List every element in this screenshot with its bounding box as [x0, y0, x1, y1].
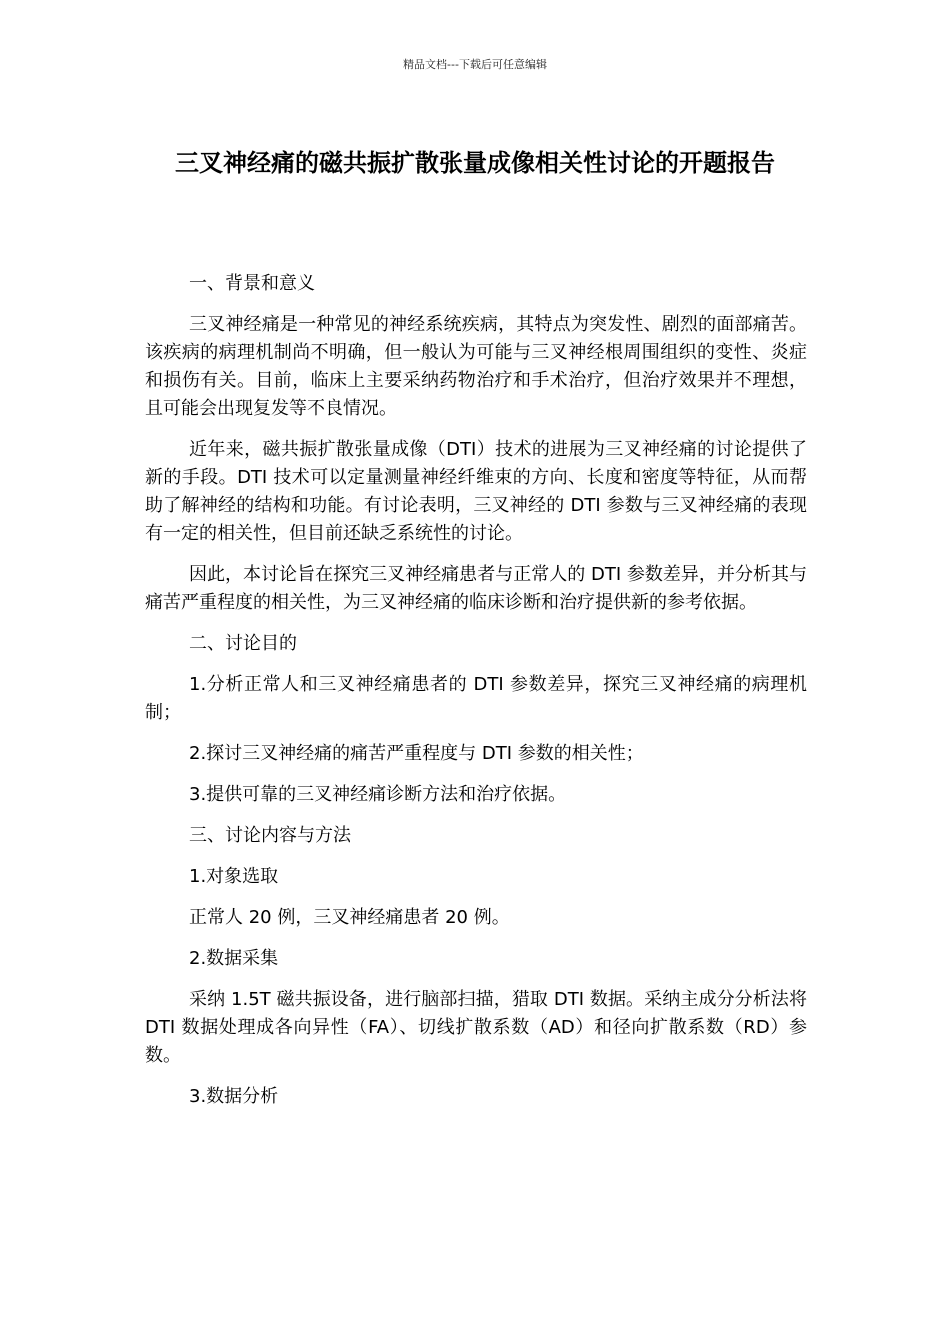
page-header-watermark: 精品文档---下载后可任意编辑	[403, 58, 547, 71]
subheading-data-collection: 2.数据采集	[189, 948, 279, 969]
paragraph-dti-progress: 近年来，磁共振扩散张量成像（DTI）技术的进展为三叉神经痛的讨论提供了新的手段。DTI 技术可以定量测量神经纤维束的方向、长度和密度等特征，从而帮助了解神经的结构和功能。有讨论表明，三叉神经的 DTI 参数与三叉神经痛的表现有一定的相关性，但目前还缺乏系统性的讨论。	[145, 439, 807, 544]
section-heading-background: 一、背景和意义	[189, 273, 315, 294]
document-body	[145, 270, 807, 1124]
paragraph-background-intro: 三叉神经痛是一种常见的神经系统疾病，其特点为突发性、剧烈的面部痛苦。该疾病的病理机制尚不明确，但一般认为可能与三叉神经根周围组织的变性、炎症和损伤有关。目前，临床上主要采纳药物治疗和手术治疗，但治疗效果并不理想，且可能会出现复发等不良情况。	[145, 314, 807, 419]
paragraph-data-collection: 采纳 1.5T 磁共振设备，进行脑部扫描，猎取 DTI 数据。采纳主成分分析法将 DTI 数据处理成各向异性（FA）、切线扩散系数（AD）和径向扩散系数（RD）参数。	[145, 989, 807, 1066]
paragraph-study-aim: 因此，本讨论旨在探究三叉神经痛患者与正常人的 DTI 参数差异，并分析其与痛苦严重程度的相关性，为三叉神经痛的临床诊断和治疗提供新的参考依据。	[145, 564, 807, 613]
objective-item-3: 3.提供可靠的三叉神经痛诊断方法和治疗依据。	[189, 784, 567, 805]
subheading-data-analysis: 3.数据分析	[189, 1086, 279, 1107]
subheading-subjects: 1.对象选取	[189, 866, 279, 887]
paragraph-subjects: 正常人 20 例，三叉神经痛患者 20 例。	[189, 907, 510, 928]
document-title: 三叉神经痛的磁共振扩散张量成像相关性讨论的开题报告	[175, 149, 775, 177]
section-heading-methods: 三、讨论内容与方法	[189, 825, 351, 846]
section-heading-objectives: 二、讨论目的	[189, 633, 297, 654]
objective-item-2: 2.探讨三叉神经痛的痛苦严重程度与 DTI 参数的相关性；	[189, 743, 644, 764]
objective-item-1: 1.分析正常人和三叉神经痛患者的 DTI 参数差异，探究三叉神经痛的病理机制；	[145, 674, 807, 723]
